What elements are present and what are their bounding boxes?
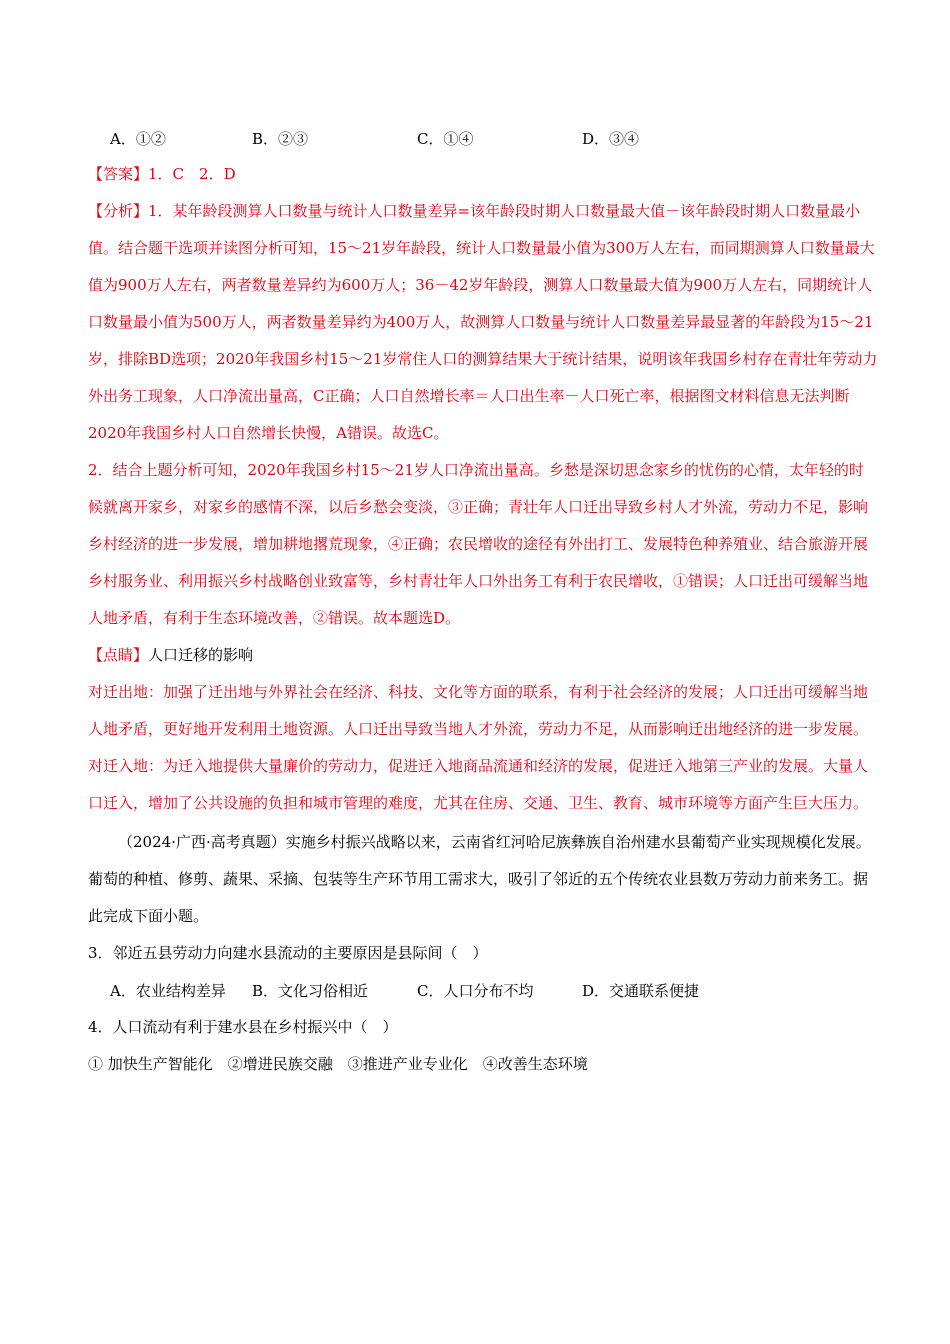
q4-choices: ① 加快生产智能化 ②增进民族交融 ③推进产业专业化 ④改善生态环境 xyxy=(88,1055,588,1073)
q3-option-d: D．交通联系便捷 xyxy=(582,982,700,1000)
highlight-outflow: 对迁出地：加强了迁出地与外界社会在经济、科技、文化等方面的联系，有利于社会经济的发展；人口迁出可缓解当地人地矛盾，更好地开发利用土地资源。人口迁出导致当地人才外流，劳动力不足，从而影响迁出地经济的进一步发展。 xyxy=(88,683,869,738)
q2-option-a: A．①② xyxy=(110,129,166,148)
q3-option-b: B．文化习俗相近 xyxy=(252,982,369,1000)
q3-stem: 3．邻近五县劳动力向建水县流动的主要原因是县际间（ ） xyxy=(88,944,488,962)
q2-option-b: B．②③ xyxy=(252,129,309,148)
highlight-heading xyxy=(88,637,878,674)
answer-tag: 【答案】 xyxy=(88,165,149,183)
answer-line xyxy=(88,156,878,193)
q2-options-row xyxy=(88,120,878,156)
q4-stem: 4．人口流动有利于建水县在乡村振兴中（ ） xyxy=(88,1018,398,1036)
q2-option-d: D．③④ xyxy=(582,129,640,148)
answer-text: 1．C 2．D xyxy=(148,165,236,183)
q3-options-row xyxy=(88,972,878,1009)
analysis-para-2: 2．结合上题分析可知，2020年我国乡村15～21岁人口净流出量高。乡愁是深切思念家乡的忧伤的心情，太年轻的时候就离开家乡，对家乡的感情不深，以后乡愁会变淡，③正确；青壮年人口迁出导致乡村人才外流，劳动力不足，影响乡村经济的进一步发展，增加耕地撂荒现象，④正确；农民增收的途径有外出打工、发展特色种养殖业、结合旅游开展乡村服务业、利用振兴乡村战略创业致富等，乡村青壮年人口外出务工有利于农民增收，①错误；人口迁出可缓解当地人地矛盾，有利于生态环境改善，②错误。故本题选D。 xyxy=(88,461,869,627)
highlight-tag: 【点睛】 xyxy=(88,646,149,664)
material-paragraph: （2024·广西·高考真题）实施乡村振兴战略以来，云南省红河哈尼族彝族自治州建水县葡萄产业实现规模化发展。葡萄的种植、修剪、蔬果、采摘、包装等生产环节用工需求大，吸引了邻近的五个传统农业县数万劳动力前来务工。据此完成下面小题。 xyxy=(88,833,871,925)
q3-option-c: C．人口分布不均 xyxy=(417,982,534,1000)
analysis-tag: 【分析】 xyxy=(88,202,149,220)
q2-option-c: C．①④ xyxy=(417,129,474,148)
analysis-text-1: 1．某年龄段测算人口数量与统计人口数量差异=该年龄段时期人口数量最大值－该年龄段时期人口数量最小值。结合题干选项并读图分析可知，15～21岁年龄段，统计人口数量最小值为300万人左右，而同期测算人口数量最大值为900万人左右，两者数量差异约为600万人；36－42岁年龄段，测算人口数量最大值为900万人左右，同期统计人口数量最小值为500万人，两者数量差异约为400万人，故测算人口数量与统计人口数量差异最显著的年龄段为15～21岁，排除BD选项；2020年我国乡村15～21岁常住人口的测算结果大于统计结果，说明该年我国乡村存在青壮年劳动力外出务工现象，人口净流出量高，C正确；人口自然增长率＝人口出生率－人口死亡率，根据图文材料信息无法判断2020年我国乡村人口自然增长快慢，A错误。故选C。 xyxy=(88,202,878,442)
analysis-para-1 xyxy=(88,193,878,452)
document-content xyxy=(88,120,878,1083)
highlight-title: 人口迁移的影响 xyxy=(148,646,254,664)
highlight-inflow: 对迁入地：为迁入地提供大量廉价的劳动力，促进迁入地商品流通和经济的发展，促进迁入地第三产业的发展。大量人口迁入，增加了公共设施的负担和城市管理的难度，尤其在住房、交通、卫生、教育、城市环境等方面产生巨大压力。 xyxy=(88,757,869,812)
q3-option-a: A．农业结构差异 xyxy=(110,982,226,1000)
